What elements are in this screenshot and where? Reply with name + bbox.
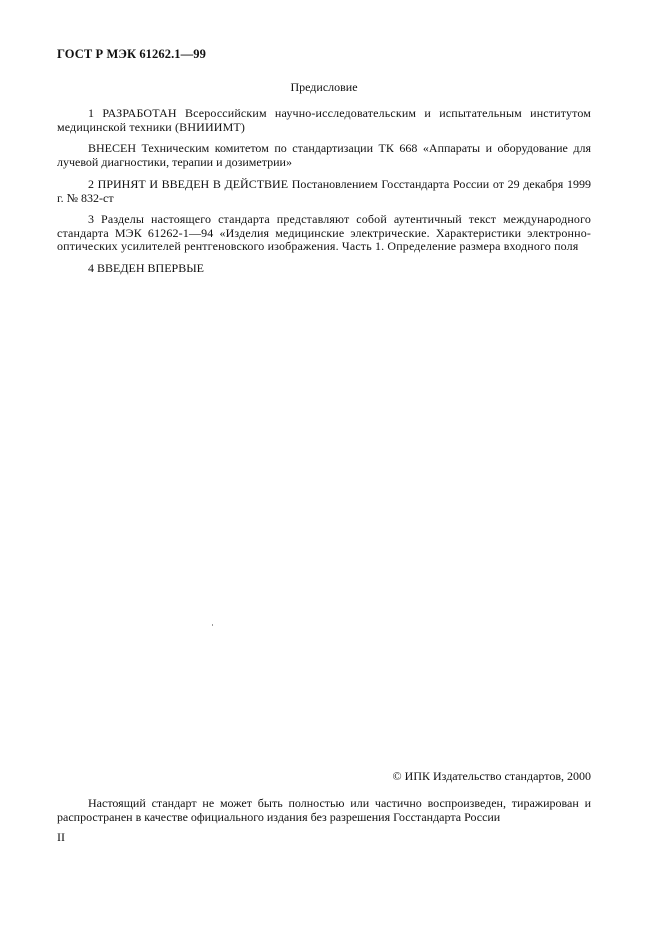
page-number: II xyxy=(57,830,65,844)
paragraph-introduced-by: ВНЕСЕН Техническим комитетом по стандартизации ТК 668 «Аппараты и оборудование для лучевой диагностики, терапии и дозиметрии» xyxy=(57,141,591,169)
paragraph-first-introduced: 4 ВВЕДЕН ВПЕРВЫЕ xyxy=(88,261,204,275)
standard-code-header: ГОСТ Р МЭК 61262.1—99 xyxy=(57,47,206,61)
paragraph-developed-by: 1 РАЗРАБОТАН Всероссийским научно-исследовательским и испытательным институтом медицинской техники (ВНИИИМТ) xyxy=(57,106,591,134)
section-title-foreword: Предисловие xyxy=(290,80,358,94)
paragraph-adopted: 2 ПРИНЯТ И ВВЕДЕН В ДЕЙСТВИЕ Постановлением Госстандарта России от 29 декабря 1999 г. № 832-ст xyxy=(57,177,591,205)
copyright-line: © ИПК Издательство стандартов, 2000 xyxy=(392,769,591,783)
scan-speck xyxy=(212,624,213,626)
paragraph-authentic-text: 3 Разделы настоящего стандарта представляют собой аутентичный текст международного стандарта МЭК 61262-1—94 «Изделия медицинские электрические. Характеристики электронно-оптических усилителей рентгеновского изображения. Часть 1. Определение размера входного поля xyxy=(57,212,591,253)
reproduction-notice: Настоящий стандарт не может быть полностью или частично воспроизведен, тиражирован и распространен в качестве официального издания без разрешения Госстандарта России xyxy=(57,796,591,824)
